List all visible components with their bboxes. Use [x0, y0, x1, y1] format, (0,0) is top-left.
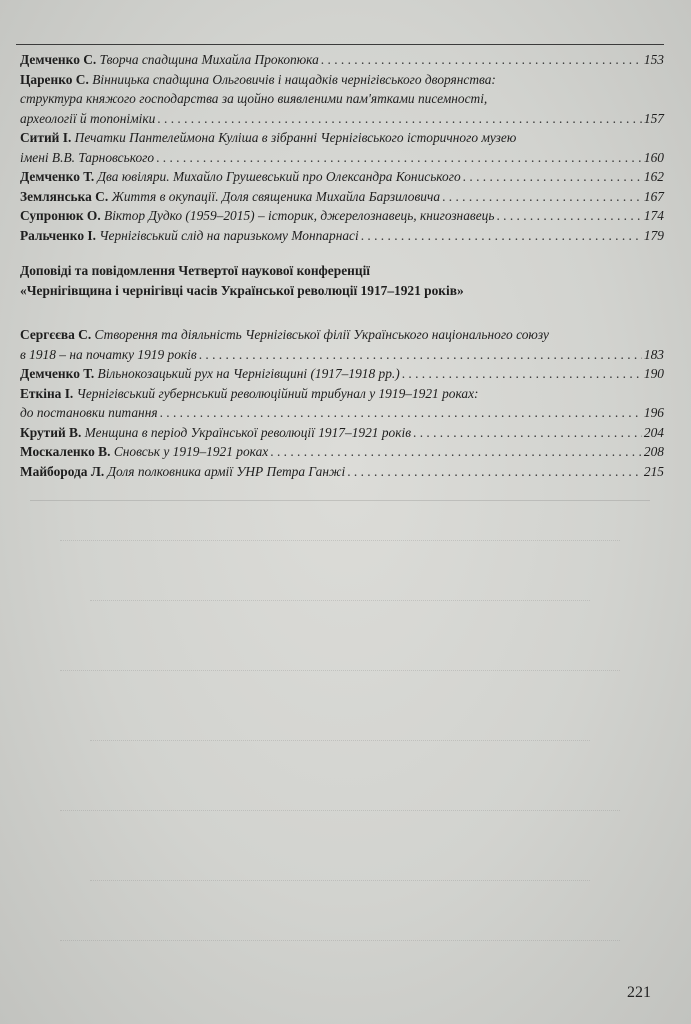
entry-title-line	[20, 70, 664, 90]
entry-page-number: 196	[643, 405, 664, 420]
toc-entry	[20, 325, 664, 364]
entry-author: Москаленко В.	[20, 444, 111, 459]
toc-entry	[20, 70, 664, 129]
entry-last-line	[20, 187, 440, 207]
entry-title: до постановки питання	[20, 405, 158, 420]
entry-title-line	[20, 128, 664, 148]
toc-entries-group-2	[20, 325, 664, 481]
entry-leader-line	[20, 226, 664, 246]
entry-page-number: 179	[643, 227, 664, 243]
entry-title: Віктор Дудко (1959–2015) – історик, джерелознавець, книгознавець	[104, 208, 495, 223]
entry-title: Два ювіляри. Михайло Грушевський про Олександра Кониського	[97, 169, 461, 184]
entry-title: Печатки Пантелеймона Куліша в зібранні Чернігівського історичного музею	[74, 130, 517, 145]
entry-page-number: 183	[643, 346, 664, 362]
entry-last-line	[20, 345, 197, 365]
entry-title: Творча спадщина Михайла Прокопюка	[99, 52, 319, 67]
entry-title: Створення та діяльність Чернігівської філії Українського національного союзу	[94, 327, 549, 342]
dot-leader	[157, 109, 642, 129]
toc-entries-group-1	[20, 50, 664, 245]
entry-last-line	[20, 423, 411, 443]
entry-title-line	[20, 325, 664, 345]
entry-title: структура княжого господарства за щойно виявленими пам'ятками писемності,	[20, 91, 488, 106]
dot-leader	[270, 442, 642, 462]
conference-section-heading	[20, 261, 664, 300]
toc-entry	[20, 206, 664, 226]
entry-last-line	[20, 462, 345, 482]
entry-author: Ситий І.	[20, 130, 72, 145]
entry-title: в 1918 – на початку 1919 років	[20, 346, 197, 362]
entry-title: імені В.В. Тарновського	[20, 149, 155, 165]
toc-entry	[20, 187, 664, 207]
dot-leader	[156, 148, 642, 168]
entry-author: Крутий В.	[20, 424, 82, 440]
entry-last-line	[20, 226, 359, 246]
entry-author: Майборода Л.	[20, 463, 105, 479]
section-heading-line-1: Доповіді та повідомлення Четвертої наукової конференції	[20, 263, 371, 278]
entry-author: Демченко С.	[20, 52, 97, 67]
entry-page-number: 157	[643, 110, 664, 126]
header-rule	[16, 44, 664, 45]
toc-entry	[20, 384, 664, 423]
entry-leader-line	[20, 148, 664, 168]
entry-title: Сновськ у 1919–1921 роках	[113, 444, 269, 459]
entry-last-line	[20, 109, 155, 129]
entry-author: Еткіна І.	[20, 385, 74, 401]
section-heading-line-2: «Чернігівщина і чернігівці часів Української революції 1917–1921 років»	[20, 282, 464, 298]
show-through-texture	[0, 480, 691, 980]
toc-entry	[20, 226, 664, 246]
toc-entry	[20, 50, 664, 70]
entry-page-number: 215	[643, 463, 664, 479]
table-of-contents	[20, 50, 664, 481]
entry-leader-line	[20, 109, 664, 129]
entry-title: Життя в окупації. Доля священика Михайла Барзиловича	[111, 188, 441, 204]
entry-last-line	[20, 442, 268, 462]
entry-title: Менщина в період Української революції 1917–1921 років	[84, 424, 412, 440]
entry-page-number: 174	[643, 208, 664, 223]
entry-leader-line	[20, 50, 664, 70]
entry-title: Чернігівський губернський революційний трибунал у 1919–1921 роках:	[76, 385, 479, 401]
entry-title-line	[20, 89, 664, 109]
dot-leader	[413, 423, 642, 443]
entry-title: Доля полковника армії УНР Петра Ганжі	[107, 463, 346, 479]
entry-author: Демченко Т.	[20, 169, 95, 184]
dot-leader	[361, 226, 642, 246]
dot-leader	[160, 403, 642, 423]
entry-title: археології й топоніміки	[20, 110, 156, 126]
dot-leader	[347, 462, 642, 482]
entry-leader-line	[20, 167, 664, 187]
entry-leader-line	[20, 364, 664, 384]
entry-leader-line	[20, 442, 664, 462]
entry-leader-line	[20, 187, 664, 207]
entry-leader-line	[20, 462, 664, 482]
toc-entry	[20, 462, 664, 482]
entry-last-line	[20, 364, 400, 384]
toc-entry	[20, 423, 664, 443]
dot-leader	[463, 167, 642, 187]
entry-leader-line	[20, 206, 664, 226]
dot-leader	[442, 187, 642, 207]
entry-last-line	[20, 206, 494, 226]
entry-page-number: 208	[643, 444, 664, 459]
entry-page-number: 162	[643, 169, 664, 184]
toc-entry	[20, 128, 664, 167]
entry-author: Демченко Т.	[20, 366, 95, 381]
dot-leader	[496, 206, 641, 226]
entry-page-number: 204	[643, 424, 664, 440]
entry-author: Сергєєва С.	[20, 327, 92, 342]
page-number: 221	[627, 984, 651, 1001]
entry-title: Вільнокозацький рух на Чернігівщині (1917–1918 рр.)	[97, 366, 400, 381]
entry-author: Царенко С.	[20, 71, 89, 87]
entry-last-line	[20, 403, 158, 423]
toc-entry	[20, 364, 664, 384]
entry-page-number: 190	[643, 366, 664, 381]
toc-entry	[20, 167, 664, 187]
entry-last-line	[20, 167, 461, 187]
entry-page-number: 167	[643, 188, 664, 204]
entry-title: Вінницька спадщина Ольговичів і нащадків чернігівського дворянства:	[92, 71, 496, 87]
entry-leader-line	[20, 423, 664, 443]
entry-title-line	[20, 384, 664, 404]
entry-page-number: 160	[643, 149, 664, 165]
entry-author: Супронюк О.	[20, 208, 101, 223]
entry-title: Чернігівський слід на паризькому Монпарнасі	[99, 227, 359, 243]
dot-leader	[402, 364, 642, 384]
entry-last-line	[20, 50, 319, 70]
entry-author: Землянська С.	[20, 188, 109, 204]
dot-leader	[321, 50, 642, 70]
dot-leader	[199, 345, 642, 365]
entry-leader-line	[20, 403, 664, 423]
entry-last-line	[20, 148, 154, 168]
entry-leader-line	[20, 345, 664, 365]
entry-author: Ральченко І.	[20, 227, 96, 243]
toc-entry	[20, 442, 664, 462]
entry-page-number: 153	[643, 52, 664, 67]
